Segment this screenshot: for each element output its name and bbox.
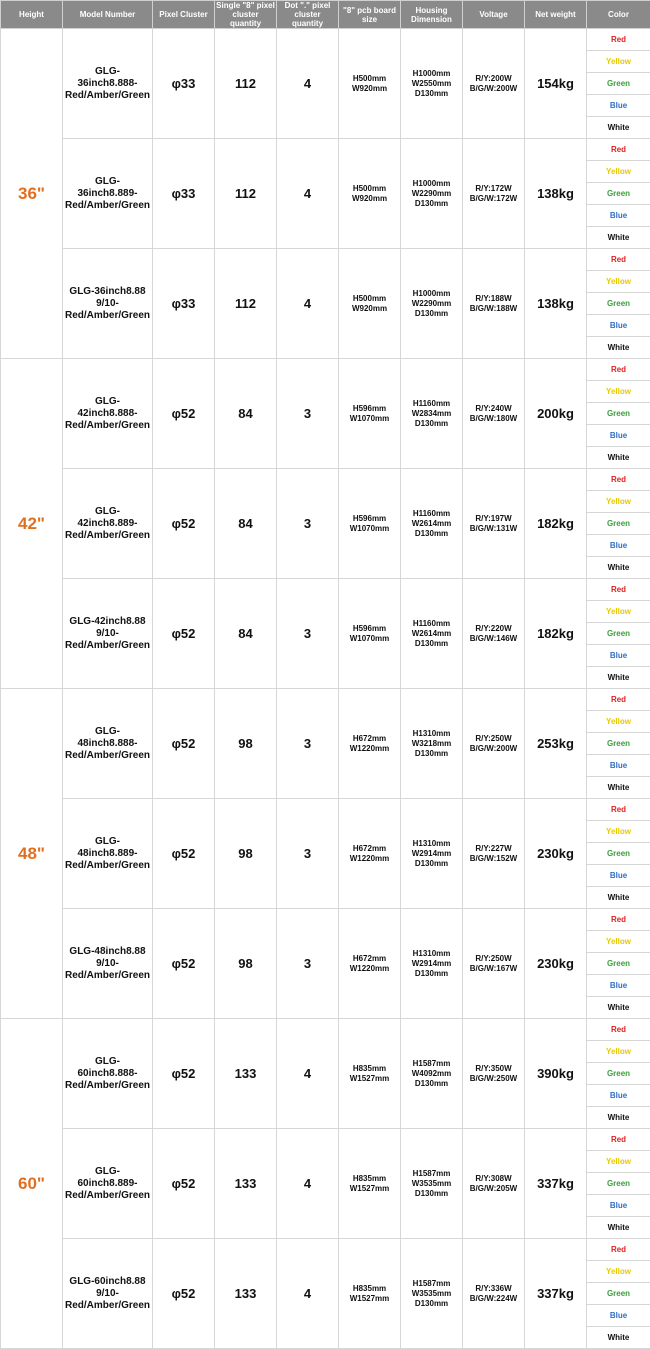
model-number-cell: GLG-42inch8.888- Red/Amber/Green: [63, 359, 153, 469]
pixel-cluster-cell: φ52: [153, 359, 215, 469]
table-row: [1, 1129, 650, 1151]
housing-dimension-cell: H1310mm W2914mm D130mm: [401, 909, 463, 1019]
color-cell-green: Green: [587, 183, 650, 205]
pixel-cluster-cell: φ52: [153, 689, 215, 799]
pcb-board-size-cell: H835mm W1527mm: [339, 1239, 401, 1349]
table-row: [1, 249, 650, 271]
dot-pixel-quantity-cell: 3: [277, 799, 339, 909]
net-weight-cell: 138kg: [525, 249, 587, 359]
single-pixel-quantity-cell: 98: [215, 909, 277, 1019]
net-weight-cell: 337kg: [525, 1129, 587, 1239]
height-cell: 60": [1, 1019, 63, 1349]
net-weight-cell: 154kg: [525, 29, 587, 139]
color-cell-red: Red: [587, 249, 650, 271]
header-pixel-cluster: Pixel Cluster: [153, 1, 215, 29]
pcb-board-size-cell: H596mm W1070mm: [339, 469, 401, 579]
pixel-cluster-cell: φ33: [153, 249, 215, 359]
color-cell-white: White: [587, 1327, 650, 1349]
single-pixel-quantity-cell: 98: [215, 799, 277, 909]
color-cell-red: Red: [587, 469, 650, 491]
header-height: Height: [1, 1, 63, 29]
color-cell-red: Red: [587, 1239, 650, 1261]
dot-pixel-quantity-cell: 4: [277, 139, 339, 249]
voltage-cell: R/Y:240W B/G/W:180W: [463, 359, 525, 469]
color-cell-red: Red: [587, 909, 650, 931]
pixel-cluster-cell: φ52: [153, 469, 215, 579]
color-cell-yellow: Yellow: [587, 1261, 650, 1283]
header-single-pixel-quantity: Single "8" pixel cluster quantity: [215, 1, 277, 29]
color-cell-green: Green: [587, 403, 650, 425]
model-number-cell: GLG-48inch8.888- Red/Amber/Green: [63, 689, 153, 799]
color-cell-green: Green: [587, 73, 650, 95]
single-pixel-quantity-cell: 112: [215, 29, 277, 139]
housing-dimension-cell: H1000mm W2550mm D130mm: [401, 29, 463, 139]
pcb-board-size-cell: H835mm W1527mm: [339, 1019, 401, 1129]
housing-dimension-cell: H1160mm W2614mm D130mm: [401, 469, 463, 579]
color-cell-white: White: [587, 997, 650, 1019]
color-cell-blue: Blue: [587, 205, 650, 227]
color-cell-green: Green: [587, 1283, 650, 1305]
pcb-board-size-cell: H596mm W1070mm: [339, 579, 401, 689]
color-cell-green: Green: [587, 733, 650, 755]
voltage-cell: R/Y:172W B/G/W:172W: [463, 139, 525, 249]
pcb-board-size-cell: H500mm W920mm: [339, 139, 401, 249]
table-row: [1, 799, 650, 821]
color-cell-yellow: Yellow: [587, 1151, 650, 1173]
color-cell-blue: Blue: [587, 645, 650, 667]
model-number-cell: GLG-36inch8.888- Red/Amber/Green: [63, 29, 153, 139]
single-pixel-quantity-cell: 112: [215, 249, 277, 359]
model-number-cell: GLG-60inch8.889- Red/Amber/Green: [63, 1129, 153, 1239]
housing-dimension-cell: H1310mm W2914mm D130mm: [401, 799, 463, 909]
color-cell-white: White: [587, 887, 650, 909]
dot-pixel-quantity-cell: 4: [277, 1019, 339, 1129]
color-cell-green: Green: [587, 1063, 650, 1085]
color-cell-green: Green: [587, 513, 650, 535]
color-cell-yellow: Yellow: [587, 161, 650, 183]
pcb-board-size-cell: H672mm W1220mm: [339, 909, 401, 1019]
color-cell-blue: Blue: [587, 425, 650, 447]
header-voltage: Voltage: [463, 1, 525, 29]
color-cell-yellow: Yellow: [587, 491, 650, 513]
table-row: [1, 909, 650, 931]
net-weight-cell: 138kg: [525, 139, 587, 249]
model-number-cell: GLG-60inch8.888- Red/Amber/Green: [63, 1019, 153, 1129]
single-pixel-quantity-cell: 84: [215, 579, 277, 689]
color-cell-blue: Blue: [587, 755, 650, 777]
pixel-cluster-cell: φ52: [153, 1129, 215, 1239]
color-cell-red: Red: [587, 689, 650, 711]
model-number-cell: GLG-48inch8.88 9/10- Red/Amber/Green: [63, 909, 153, 1019]
pixel-cluster-cell: φ52: [153, 579, 215, 689]
header-color: Color: [587, 1, 650, 29]
net-weight-cell: 337kg: [525, 1239, 587, 1349]
color-cell-yellow: Yellow: [587, 271, 650, 293]
single-pixel-quantity-cell: 133: [215, 1129, 277, 1239]
color-cell-white: White: [587, 337, 650, 359]
color-cell-blue: Blue: [587, 1305, 650, 1327]
table-row: [1, 1239, 650, 1261]
dot-pixel-quantity-cell: 3: [277, 909, 339, 1019]
color-cell-green: Green: [587, 953, 650, 975]
housing-dimension-cell: H1000mm W2290mm D130mm: [401, 249, 463, 359]
table-row: [1, 469, 650, 491]
header-net-weight: Net weight: [525, 1, 587, 29]
dot-pixel-quantity-cell: 4: [277, 1239, 339, 1349]
housing-dimension-cell: H1310mm W3218mm D130mm: [401, 689, 463, 799]
color-cell-yellow: Yellow: [587, 1041, 650, 1063]
model-number-cell: GLG-42inch8.889- Red/Amber/Green: [63, 469, 153, 579]
voltage-cell: R/Y:250W B/G/W:200W: [463, 689, 525, 799]
single-pixel-quantity-cell: 133: [215, 1239, 277, 1349]
height-cell: 42": [1, 359, 63, 689]
housing-dimension-cell: H1587mm W3535mm D130mm: [401, 1129, 463, 1239]
table-row: [1, 579, 650, 601]
color-cell-blue: Blue: [587, 535, 650, 557]
single-pixel-quantity-cell: 133: [215, 1019, 277, 1129]
color-cell-green: Green: [587, 1173, 650, 1195]
height-cell: 48": [1, 689, 63, 1019]
color-cell-green: Green: [587, 843, 650, 865]
model-number-cell: GLG-36inch8.889- Red/Amber/Green: [63, 139, 153, 249]
model-number-cell: GLG-60inch8.88 9/10- Red/Amber/Green: [63, 1239, 153, 1349]
table-row: [1, 29, 650, 51]
pcb-board-size-cell: H672mm W1220mm: [339, 799, 401, 909]
dot-pixel-quantity-cell: 3: [277, 689, 339, 799]
net-weight-cell: 182kg: [525, 469, 587, 579]
voltage-cell: R/Y:250W B/G/W:167W: [463, 909, 525, 1019]
color-cell-white: White: [587, 667, 650, 689]
table-row: [1, 689, 650, 711]
dot-pixel-quantity-cell: 4: [277, 1129, 339, 1239]
net-weight-cell: 253kg: [525, 689, 587, 799]
pixel-cluster-cell: φ52: [153, 909, 215, 1019]
dot-pixel-quantity-cell: 4: [277, 249, 339, 359]
model-number-cell: GLG-42inch8.88 9/10- Red/Amber/Green: [63, 579, 153, 689]
pixel-cluster-cell: φ33: [153, 29, 215, 139]
model-number-cell: GLG-36inch8.88 9/10- Red/Amber/Green: [63, 249, 153, 359]
table-body: [1, 29, 650, 1349]
dot-pixel-quantity-cell: 3: [277, 579, 339, 689]
voltage-cell: R/Y:197W B/G/W:131W: [463, 469, 525, 579]
color-cell-yellow: Yellow: [587, 601, 650, 623]
voltage-cell: R/Y:308W B/G/W:205W: [463, 1129, 525, 1239]
dot-pixel-quantity-cell: 3: [277, 469, 339, 579]
color-cell-blue: Blue: [587, 95, 650, 117]
color-cell-yellow: Yellow: [587, 51, 650, 73]
model-number-cell: GLG-48inch8.889- Red/Amber/Green: [63, 799, 153, 909]
housing-dimension-cell: H1160mm W2614mm D130mm: [401, 579, 463, 689]
color-cell-yellow: Yellow: [587, 821, 650, 843]
height-cell: 36": [1, 29, 63, 359]
header-model-number: Model Number: [63, 1, 153, 29]
color-cell-red: Red: [587, 1129, 650, 1151]
housing-dimension-cell: H1587mm W4092mm D130mm: [401, 1019, 463, 1129]
pcb-board-size-cell: H835mm W1527mm: [339, 1129, 401, 1239]
header-dot-pixel-quantity: Dot "." pixel cluster quantity: [277, 1, 339, 29]
header-pcb-board-size: "8" pcb board size: [339, 1, 401, 29]
color-cell-yellow: Yellow: [587, 711, 650, 733]
color-cell-white: White: [587, 227, 650, 249]
housing-dimension-cell: H1587mm W3535mm D130mm: [401, 1239, 463, 1349]
table-row: [1, 359, 650, 381]
color-cell-white: White: [587, 1107, 650, 1129]
header-housing-dimension: Housing Dimension: [401, 1, 463, 29]
color-cell-blue: Blue: [587, 1085, 650, 1107]
net-weight-cell: 182kg: [525, 579, 587, 689]
housing-dimension-cell: H1000mm W2290mm D130mm: [401, 139, 463, 249]
pcb-board-size-cell: H596mm W1070mm: [339, 359, 401, 469]
color-cell-red: Red: [587, 29, 650, 51]
color-cell-red: Red: [587, 359, 650, 381]
color-cell-blue: Blue: [587, 315, 650, 337]
voltage-cell: R/Y:336W B/G/W:224W: [463, 1239, 525, 1349]
color-cell-red: Red: [587, 799, 650, 821]
voltage-cell: R/Y:350W B/G/W:250W: [463, 1019, 525, 1129]
voltage-cell: R/Y:220W B/G/W:146W: [463, 579, 525, 689]
single-pixel-quantity-cell: 84: [215, 469, 277, 579]
color-cell-white: White: [587, 117, 650, 139]
color-cell-red: Red: [587, 139, 650, 161]
single-pixel-quantity-cell: 84: [215, 359, 277, 469]
color-cell-blue: Blue: [587, 865, 650, 887]
pixel-cluster-cell: φ33: [153, 139, 215, 249]
pixel-cluster-cell: φ52: [153, 799, 215, 909]
pixel-cluster-cell: φ52: [153, 1019, 215, 1129]
color-cell-red: Red: [587, 579, 650, 601]
pcb-board-size-cell: H672mm W1220mm: [339, 689, 401, 799]
net-weight-cell: 230kg: [525, 909, 587, 1019]
color-cell-green: Green: [587, 623, 650, 645]
color-cell-white: White: [587, 777, 650, 799]
color-cell-green: Green: [587, 293, 650, 315]
color-cell-white: White: [587, 1217, 650, 1239]
voltage-cell: R/Y:227W B/G/W:152W: [463, 799, 525, 909]
net-weight-cell: 390kg: [525, 1019, 587, 1129]
table-row: [1, 139, 650, 161]
header-row: [1, 1, 650, 29]
single-pixel-quantity-cell: 112: [215, 139, 277, 249]
color-cell-blue: Blue: [587, 1195, 650, 1217]
pcb-board-size-cell: H500mm W920mm: [339, 29, 401, 139]
dot-pixel-quantity-cell: 3: [277, 359, 339, 469]
color-cell-blue: Blue: [587, 975, 650, 997]
net-weight-cell: 230kg: [525, 799, 587, 909]
housing-dimension-cell: H1160mm W2834mm D130mm: [401, 359, 463, 469]
color-cell-yellow: Yellow: [587, 381, 650, 403]
table-row: [1, 1019, 650, 1041]
color-cell-white: White: [587, 447, 650, 469]
net-weight-cell: 200kg: [525, 359, 587, 469]
voltage-cell: R/Y:200W B/G/W:200W: [463, 29, 525, 139]
single-pixel-quantity-cell: 98: [215, 689, 277, 799]
voltage-cell: R/Y:188W B/G/W:188W: [463, 249, 525, 359]
pixel-cluster-cell: φ52: [153, 1239, 215, 1349]
color-cell-red: Red: [587, 1019, 650, 1041]
color-cell-white: White: [587, 557, 650, 579]
dot-pixel-quantity-cell: 4: [277, 29, 339, 139]
color-cell-yellow: Yellow: [587, 931, 650, 953]
pcb-board-size-cell: H500mm W920mm: [339, 249, 401, 359]
